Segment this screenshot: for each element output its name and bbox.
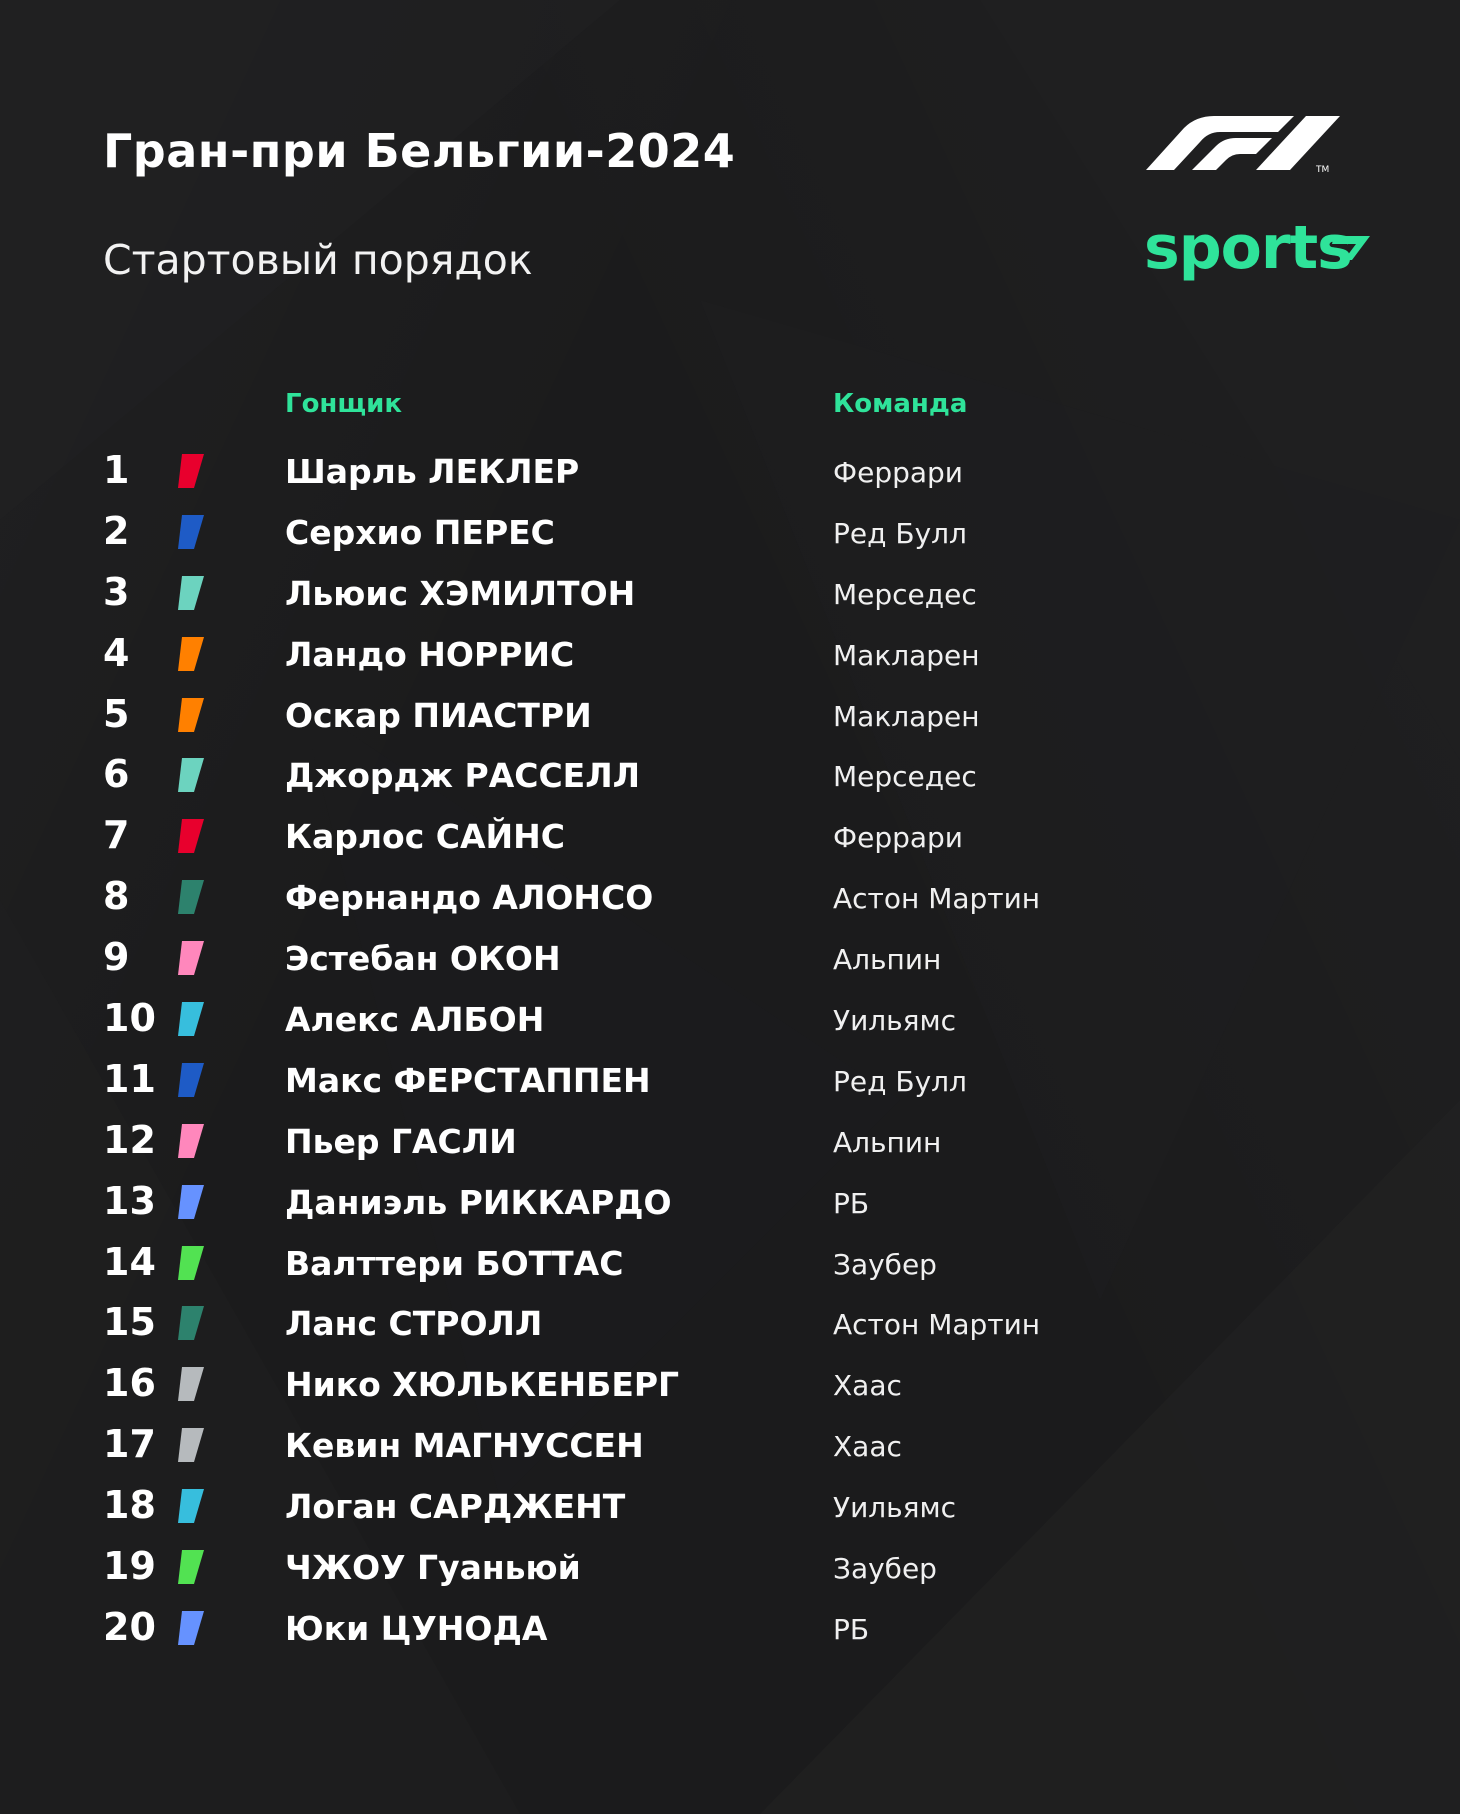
- team-color-flag-icon: [178, 1426, 204, 1464]
- grid-position: 8: [103, 874, 130, 919]
- driver-name: Ландо НОРРИС: [285, 634, 575, 674]
- driver-name: ЧЖОУ Гуаньюй: [285, 1548, 581, 1588]
- team-color-flag-icon: [178, 1000, 204, 1038]
- team-color-flag-icon: [178, 756, 204, 794]
- team-color-flag-icon: [178, 1487, 204, 1525]
- grid-position: 16: [103, 1361, 156, 1406]
- driver-name: Кевин МАГНУССЕН: [285, 1426, 644, 1466]
- driver-name: Карлос САЙНС: [285, 817, 565, 857]
- f1-logo-icon: [1144, 114, 1356, 174]
- driver-name: Юки ЦУНОДА: [285, 1608, 548, 1648]
- grid-row: [0, 562, 1460, 623]
- grid-position: 17: [103, 1422, 156, 1467]
- driver-name: Алекс АЛБОН: [285, 1000, 545, 1040]
- team-color-flag-icon: [178, 1365, 204, 1403]
- team-name: Хаас: [833, 1430, 902, 1464]
- team-color-flag-icon: [178, 939, 204, 977]
- team-name: Мерседес: [833, 577, 977, 611]
- team-color-flag-icon: [178, 696, 204, 734]
- driver-name: Фернандо АЛОНСО: [285, 878, 654, 918]
- grid-position: 13: [103, 1178, 156, 1223]
- grid-row: [0, 501, 1460, 562]
- grid-position: 18: [103, 1483, 156, 1528]
- driver-name: Логан САРДЖЕНТ: [285, 1487, 626, 1527]
- grid-position: 19: [103, 1544, 156, 1589]
- page-title: Гран-при Бельгии-2024: [103, 124, 736, 178]
- grid-position: 15: [103, 1300, 156, 1345]
- grid-position: 10: [103, 996, 156, 1041]
- driver-name: Льюис ХЭМИЛТОН: [285, 573, 636, 613]
- team-name: Заубер: [833, 1247, 937, 1281]
- team-color-flag-icon: [178, 1609, 204, 1647]
- team-name: Альпин: [833, 943, 942, 977]
- driver-name: Шарль ЛЕКЛЕР: [285, 452, 580, 491]
- grid-row: [0, 1353, 1460, 1414]
- grid-row: [0, 1536, 1460, 1597]
- grid-row: [0, 1292, 1460, 1353]
- grid-row: [0, 1414, 1460, 1475]
- grid-row: [0, 1171, 1460, 1232]
- team-color-flag-icon: [178, 635, 204, 673]
- page-subtitle: Стартовый порядок: [103, 236, 533, 284]
- team-name: Астон Мартин: [833, 1308, 1041, 1342]
- grid-position: 5: [103, 691, 130, 736]
- sports-logo: sports: [1144, 213, 1352, 283]
- team-name: Уильямс: [833, 1004, 957, 1038]
- team-name: Альпин: [833, 1125, 942, 1159]
- team-color-flag-icon: [178, 1244, 204, 1282]
- team-color-flag-icon: [178, 1061, 204, 1099]
- grid-position: 7: [103, 813, 130, 858]
- team-name: Заубер: [833, 1552, 937, 1586]
- grid-row: [0, 1110, 1460, 1171]
- team-name: Хаас: [833, 1369, 902, 1403]
- grid-row: [0, 440, 1460, 501]
- column-header-team: Команда: [833, 389, 968, 419]
- team-name: РБ: [833, 1186, 870, 1220]
- driver-name: Джордж РАССЕЛЛ: [285, 756, 641, 796]
- grid-position: 3: [103, 569, 130, 614]
- grid-position: 2: [103, 508, 130, 553]
- driver-name: Пьер ГАСЛИ: [285, 1121, 517, 1161]
- grid-row: [0, 744, 1460, 805]
- team-color-flag-icon: [178, 513, 204, 551]
- grid-row: [0, 684, 1460, 745]
- driver-name: Серхио ПЕРЕС: [285, 512, 555, 552]
- grid-row: [0, 623, 1460, 684]
- team-color-flag-icon: [178, 1183, 204, 1221]
- sports-accent-icon: [1330, 232, 1374, 262]
- column-header-driver: Гонщик: [285, 389, 402, 419]
- team-name: Мерседес: [833, 760, 977, 794]
- team-name: Астон Мартин: [833, 882, 1041, 916]
- team-name: РБ: [833, 1612, 870, 1646]
- grid-row: [0, 805, 1460, 866]
- grid-position: 6: [103, 752, 130, 797]
- team-color-flag-icon: [178, 1548, 204, 1586]
- driver-name: Нико ХЮЛЬКЕНБЕРГ: [285, 1365, 680, 1405]
- team-color-flag-icon: [178, 1304, 204, 1342]
- grid-row: [0, 1232, 1460, 1293]
- team-name: Макларен: [833, 638, 980, 672]
- team-name: Ред Булл: [833, 516, 967, 550]
- driver-name: Ланс СТРОЛЛ: [285, 1304, 543, 1344]
- starting-grid-list: [0, 440, 1460, 1658]
- team-name: Ред Булл: [833, 1064, 967, 1098]
- grid-row: [0, 988, 1460, 1049]
- team-color-flag-icon: [178, 574, 204, 612]
- grid-position: 9: [103, 935, 130, 980]
- f1-trademark: TM: [1316, 165, 1330, 174]
- grid-row: [0, 1597, 1460, 1658]
- grid-position: 14: [103, 1239, 156, 1284]
- team-color-flag-icon: [178, 452, 204, 490]
- grid-row: [0, 866, 1460, 927]
- grid-position: 12: [103, 1117, 156, 1162]
- grid-position: 4: [103, 630, 130, 675]
- driver-name: Макс ФЕРСТАППЕН: [285, 1060, 651, 1100]
- grid-row: [0, 1049, 1460, 1110]
- grid-position: 11: [103, 1056, 156, 1101]
- driver-name: Валттери БОТТАС: [285, 1243, 624, 1283]
- driver-name: Даниэль РИККАРДО: [285, 1182, 672, 1222]
- team-name: Феррари: [833, 456, 964, 489]
- grid-position: 1: [103, 448, 130, 492]
- driver-name: Оскар ПИАСТРИ: [285, 695, 592, 735]
- team-name: Макларен: [833, 699, 980, 733]
- driver-name: Эстебан ОКОН: [285, 939, 561, 979]
- team-name: Уильямс: [833, 1491, 957, 1525]
- grid-position: 20: [103, 1604, 156, 1649]
- team-color-flag-icon: [178, 878, 204, 916]
- team-color-flag-icon: [178, 1122, 204, 1160]
- grid-row: [0, 1475, 1460, 1536]
- grid-row: [0, 927, 1460, 988]
- team-name: Феррари: [833, 821, 964, 855]
- team-color-flag-icon: [178, 817, 204, 855]
